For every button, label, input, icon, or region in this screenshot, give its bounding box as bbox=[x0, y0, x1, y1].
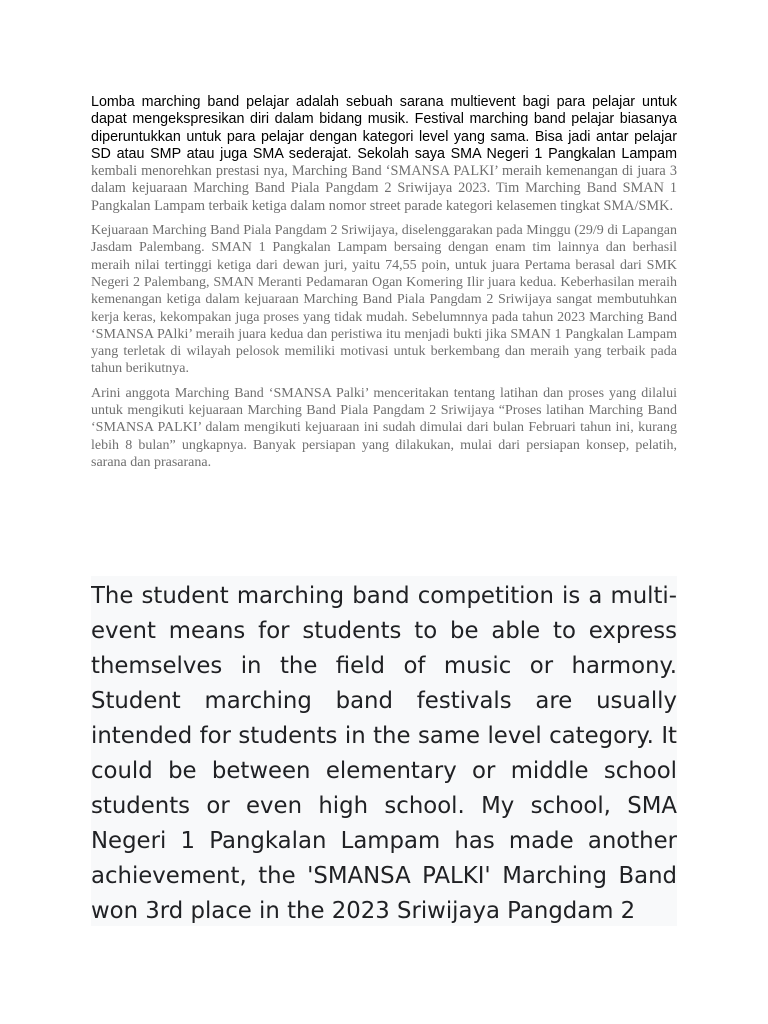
paragraph-intro-sans: Lomba marching band pelajar adalah sebuah sarana multievent bagi para pelajar untuk dapat mengekspresikan diri dalam bidang musik. Festival marching band pelajar biasanya diperuntukkan untuk para pelajar dengan kategori level yang sama. Bisa jadi antar pelajar SD atau SMP atau juga SMA sederajat. Sekolah saya SMA Negeri 1 Pangkalan Lampam bbox=[91, 94, 677, 162]
paragraph-interview: Arini anggota Marching Band ‘SMANSA Palki’ menceritakan tentang latihan dan proses yang dilalui untuk mengikuti kejuaraan Marching Band Piala Pangdam 2 Sriwijaya “Proses latihan Marching Band ‘SMANSA PALKI’ dalam mengikuti kejuaraan ini sudah dimulai dari bulan Februari tahun ini, kurang lebih 8 bulan” ungkapnya. Banyak persiapan yang dilakukan, mulai dari persiapan konsep, pelatih, sarana dan prasarana. bbox=[91, 385, 677, 470]
translation-block bbox=[91, 576, 677, 926]
paragraph-intro-serif: kembali menorehkan prestasi nya, Marching Band ‘SMANSA PALKI’ meraih kemenangan di juara 3 dalam kejuaraan Marching Band Piala Pangdam 2 Sriwijaya 2023. Tim Marching Band SMAN 1 Pangkalan Lampam terbaik ketiga dalam nomor street parade kategori kelasemen tingkat SMA/SMK. bbox=[91, 163, 677, 214]
translation-text: The student marching band competition is a multi-event means for students to be able to express themselves in the field of music or harmony. Student marching band festivals are usually intended for students in the same level category. It could be between elementary or middle school students or even high school. My school, SMA Negeri 1 Pangkalan Lampam has made another achievement, the 'SMANSA PALKI' Marching Band won 3rd place in the 2023 Sriwijaya Pangdam 2 bbox=[91, 583, 677, 924]
paragraph-competition: Kejuaraan Marching Band Piala Pangdam 2 Sriwijaya, diselenggarakan pada Minggu (29/9 di Lapangan Jasdam Palembang. SMAN 1 Pangkalan Lampam bersaing dengan enam tim lainnya dan berhasil meraih nilai tertinggi ketiga dari dewan juri, yaitu 74,55 poin, untuk juara Pertama berasal dari SMK Negeri 2 Palembang, SMAN Meranti Pedamaran Ogan Komering Ilir juara kedua. Keberhasilan meraih kemenangan ketiga dalam kejuaraan Marching Band Piala Pangdam 2 Sriwijaya sangat membutuhkan kerja keras, kekompakan juga proses yang tidak mudah. Sebelumnnya pada tahun 2023 Marching Band ‘SMANSA PAlki’ meraih juara kedua dan peristiwa itu menjadi bukti jika SMAN 1 Pangkalan Lampam yang terletak di wilayah pelosok memiliki motivasi untuk berkembang dan meraih yang terbaik pada tahun berikutnya. bbox=[91, 223, 677, 377]
paragraph-intro bbox=[91, 94, 677, 215]
document-body bbox=[91, 94, 677, 471]
